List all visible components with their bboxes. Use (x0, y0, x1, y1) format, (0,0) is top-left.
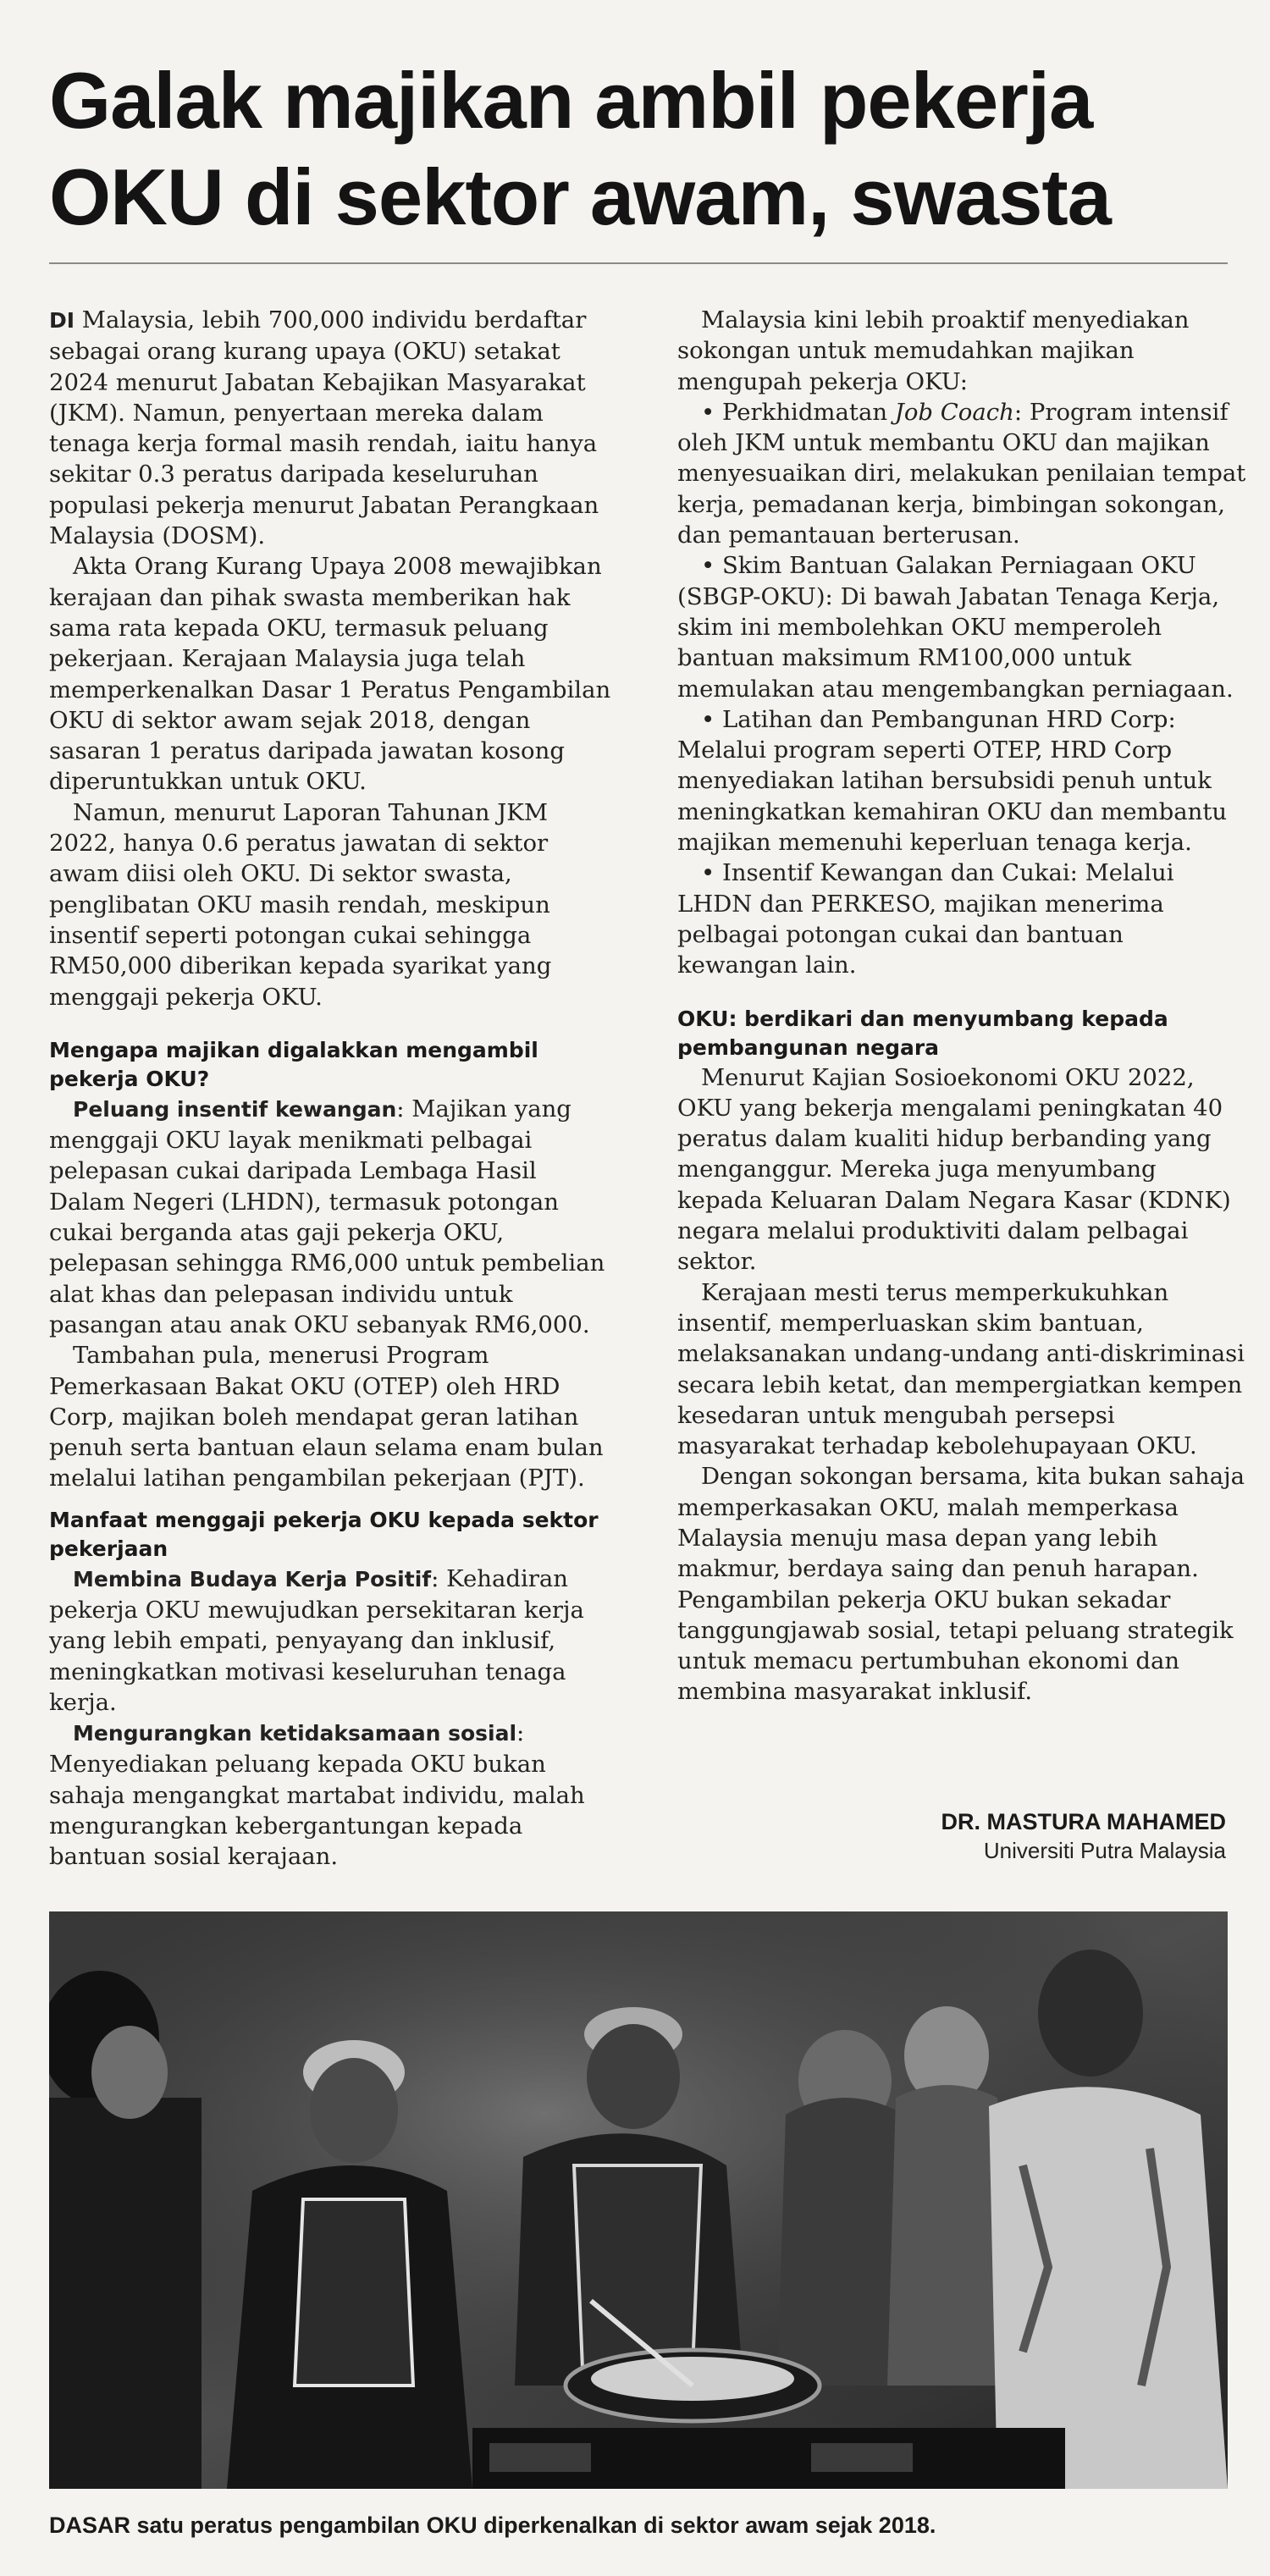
paragraph: Namun, menurut Laporan Tahunan JKM 2022, hanya 0.6 peratus jawatan di sektor awam diisi oleh OKU. Di sektor swasta, penglibatan OKU masih rendah, meskipun insentif seperti potongan cukai sehingga RM50,000 diberikan kepada syarikat yang menggaji pekerja OKU. (49, 798, 552, 1011)
headline (49, 52, 1234, 245)
bullet-item: • Skim Bantuan Galakan Perniagaan OKU (SBGP-OKU): Di bawah Jabatan Tenaga Kerja, skim ini membolehkan OKU memperoleh bantuan maksimum RM100,000 untuk memulakan atau mengembangkan perniagaan. (677, 552, 1234, 703)
bullet-item: • Insentif Kewangan dan Cukai: Melalui LHDN dan PERKESO, majikan menerima pelbagai potongan cukai dan bantuan kewangan lain. (677, 859, 1174, 979)
bold-lead: Mengurangkan ketidaksamaan sosial (73, 1721, 517, 1746)
bullet-item: • Latihan dan Pembangunan HRD Corp: Melalui program seperti OTEP, HRD Corp menyediakan latihan bersubsidi penuh untuk meningkatkan kemahiran OKU dan membantu majikan memenuhi keperluan tenaga kerja. (677, 705, 1228, 857)
news-photo (49, 1911, 1228, 2489)
paragraph: Mengurangkan ketidaksamaan sosial: Menyediakan peluang kepada OKU bukan sahaja mengangkat martabat individu, malah mengurangkan kebergantungan kepada bantuan sosial kerajaan. (49, 1719, 585, 1871)
bold-lead: Membina Budaya Kerja Positif (73, 1566, 432, 1591)
author-institution: Universiti Putra Malaysia (983, 1838, 1226, 1863)
headline-line-2: OKU di sektor awam, swasta (49, 152, 1111, 241)
paragraph: Kerajaan mesti terus memperkukuhkan insentif, memperluaskan skim bantuan, melaksanakan undang-undang anti-diskriminasi secara lebih ketat, dan mempergiatkan kempen kesedaran untuk mengubah persepsi masyarakat terhadap kebolehupayaan OKU. (677, 1278, 1245, 1460)
paragraph: Akta Orang Kurang Upaya 2008 mewajibkan kerajaan dan pihak swasta memberikan hak sama rata kepada OKU, termasuk peluang pekerjaan. Kerajaan Malaysia juga telah memperkenalkan Dasar 1 Peratus Pengambilan OKU di sektor awam sejak 2018, dengan sasaran 1 peratus daripada jawatan kosong diperuntukkan untuk OKU. (49, 553, 611, 796)
headline-divider (49, 262, 1228, 264)
paragraph: DI Malaysia, lebih 700,000 individu berdaftar sebagai orang kurang upaya (OKU) setakat 2024 menurut Jabatan Kebajikan Masyarakat (JKM). Namun, penyertaan mereka dalam tenaga kerja formal masih rendah, iaitu hanya sekitar 0.3 peratus daripada keseluruhan populasi pekerja menurut Jabatan Perangkaan Malaysia (DOSM). (49, 306, 599, 550)
subheading: Manfaat menggaji pekerja OKU kepada sektor pekerjaan (49, 1507, 599, 1561)
paragraph: Malaysia kini lebih proaktif menyediakan sokongan untuk memudahkan majikan mengupah pekerja OKU: (677, 306, 1190, 395)
paragraph: Membina Budaya Kerja Positif: Kehadiran pekerja OKU mewujudkan persekitaran kerja yang lebih empati, penyayang dan inklusif, meningkatkan motivasi keseluruhan tenaga kerja. (49, 1564, 584, 1716)
paragraph: Menurut Kajian Sosioekonomi OKU 2022, OKU yang bekerja mengalami peningkatan 40 peratus dalam kualiti hidup berbanding yang menganggur. Mereka juga menyumbang kepada Keluaran Dalam Negara Kasar (KDNK) negara melalui produktiviti dalam pelbagai sektor. (677, 1063, 1231, 1276)
article-column-left (49, 305, 618, 1873)
emphasis: Job Coach (894, 398, 1014, 426)
article-column-right (677, 305, 1246, 1707)
lead-word: DI (49, 308, 75, 333)
photo-caption: DASAR satu peratus pengambilan OKU diperkenalkan di sektor awam sejak 2018. (49, 2513, 936, 2538)
paragraph: Dengan sokongan bersama, kita bukan sahaja memperkasakan OKU, malah memperkasa Malaysia menuju masa depan yang lebih makmur, berdaya saing dan penuh harapan. Pengambilan pekerja OKU bukan sekadar tanggungjawab sosial, tetapi peluang strategik untuk memacu pertumbuhan ekonomi dan membina masyarakat inklusif. (677, 1463, 1245, 1706)
subheading: OKU: berdikari dan menyumbang kepada pembangunan negara (677, 1006, 1168, 1060)
bullet-item: • Perkhidmatan Job Coach: Program intensif oleh JKM untuk membantu OKU dan majikan menyesuaikan diri, melakukan penilaian tempat kerja, pemadanan kerja, bimbingan sokongan, dan pemantauan berterusan. (677, 398, 1246, 549)
paragraph: Tambahan pula, menerusi Program Pemerkasaan Bakat OKU (OTEP) oleh HRD Corp, majikan boleh mendapat geran latihan penuh serta bantuan elaun selama enam bulan melalui latihan pengambilan pekerjaan (PJT). (49, 1342, 604, 1492)
photo-illustration (49, 1911, 1228, 2489)
headline-line-1: Galak majikan ambil pekerja (49, 56, 1093, 145)
paragraph: Peluang insentif kewangan: Majikan yang menggaji OKU layak menikmati pelbagai pelepasan cukai daripada Lembaga Hasil Dalam Negeri (LHDN), termasuk potongan cukai berganda atas gaji pekerja OKU, pelepasan sehingga RM6,000 untuk pembelian alat khas dan pelepasan individu untuk pasangan atau anak OKU sebanyak RM6,000. (49, 1095, 605, 1338)
byline (941, 1807, 1226, 1865)
bold-lead: Peluang insentif kewangan (73, 1096, 397, 1122)
subheading: Mengapa majikan digalakkan mengambil pekerja OKU? (49, 1037, 538, 1091)
author-name: DR. MASTURA MAHAMED (941, 1809, 1226, 1834)
